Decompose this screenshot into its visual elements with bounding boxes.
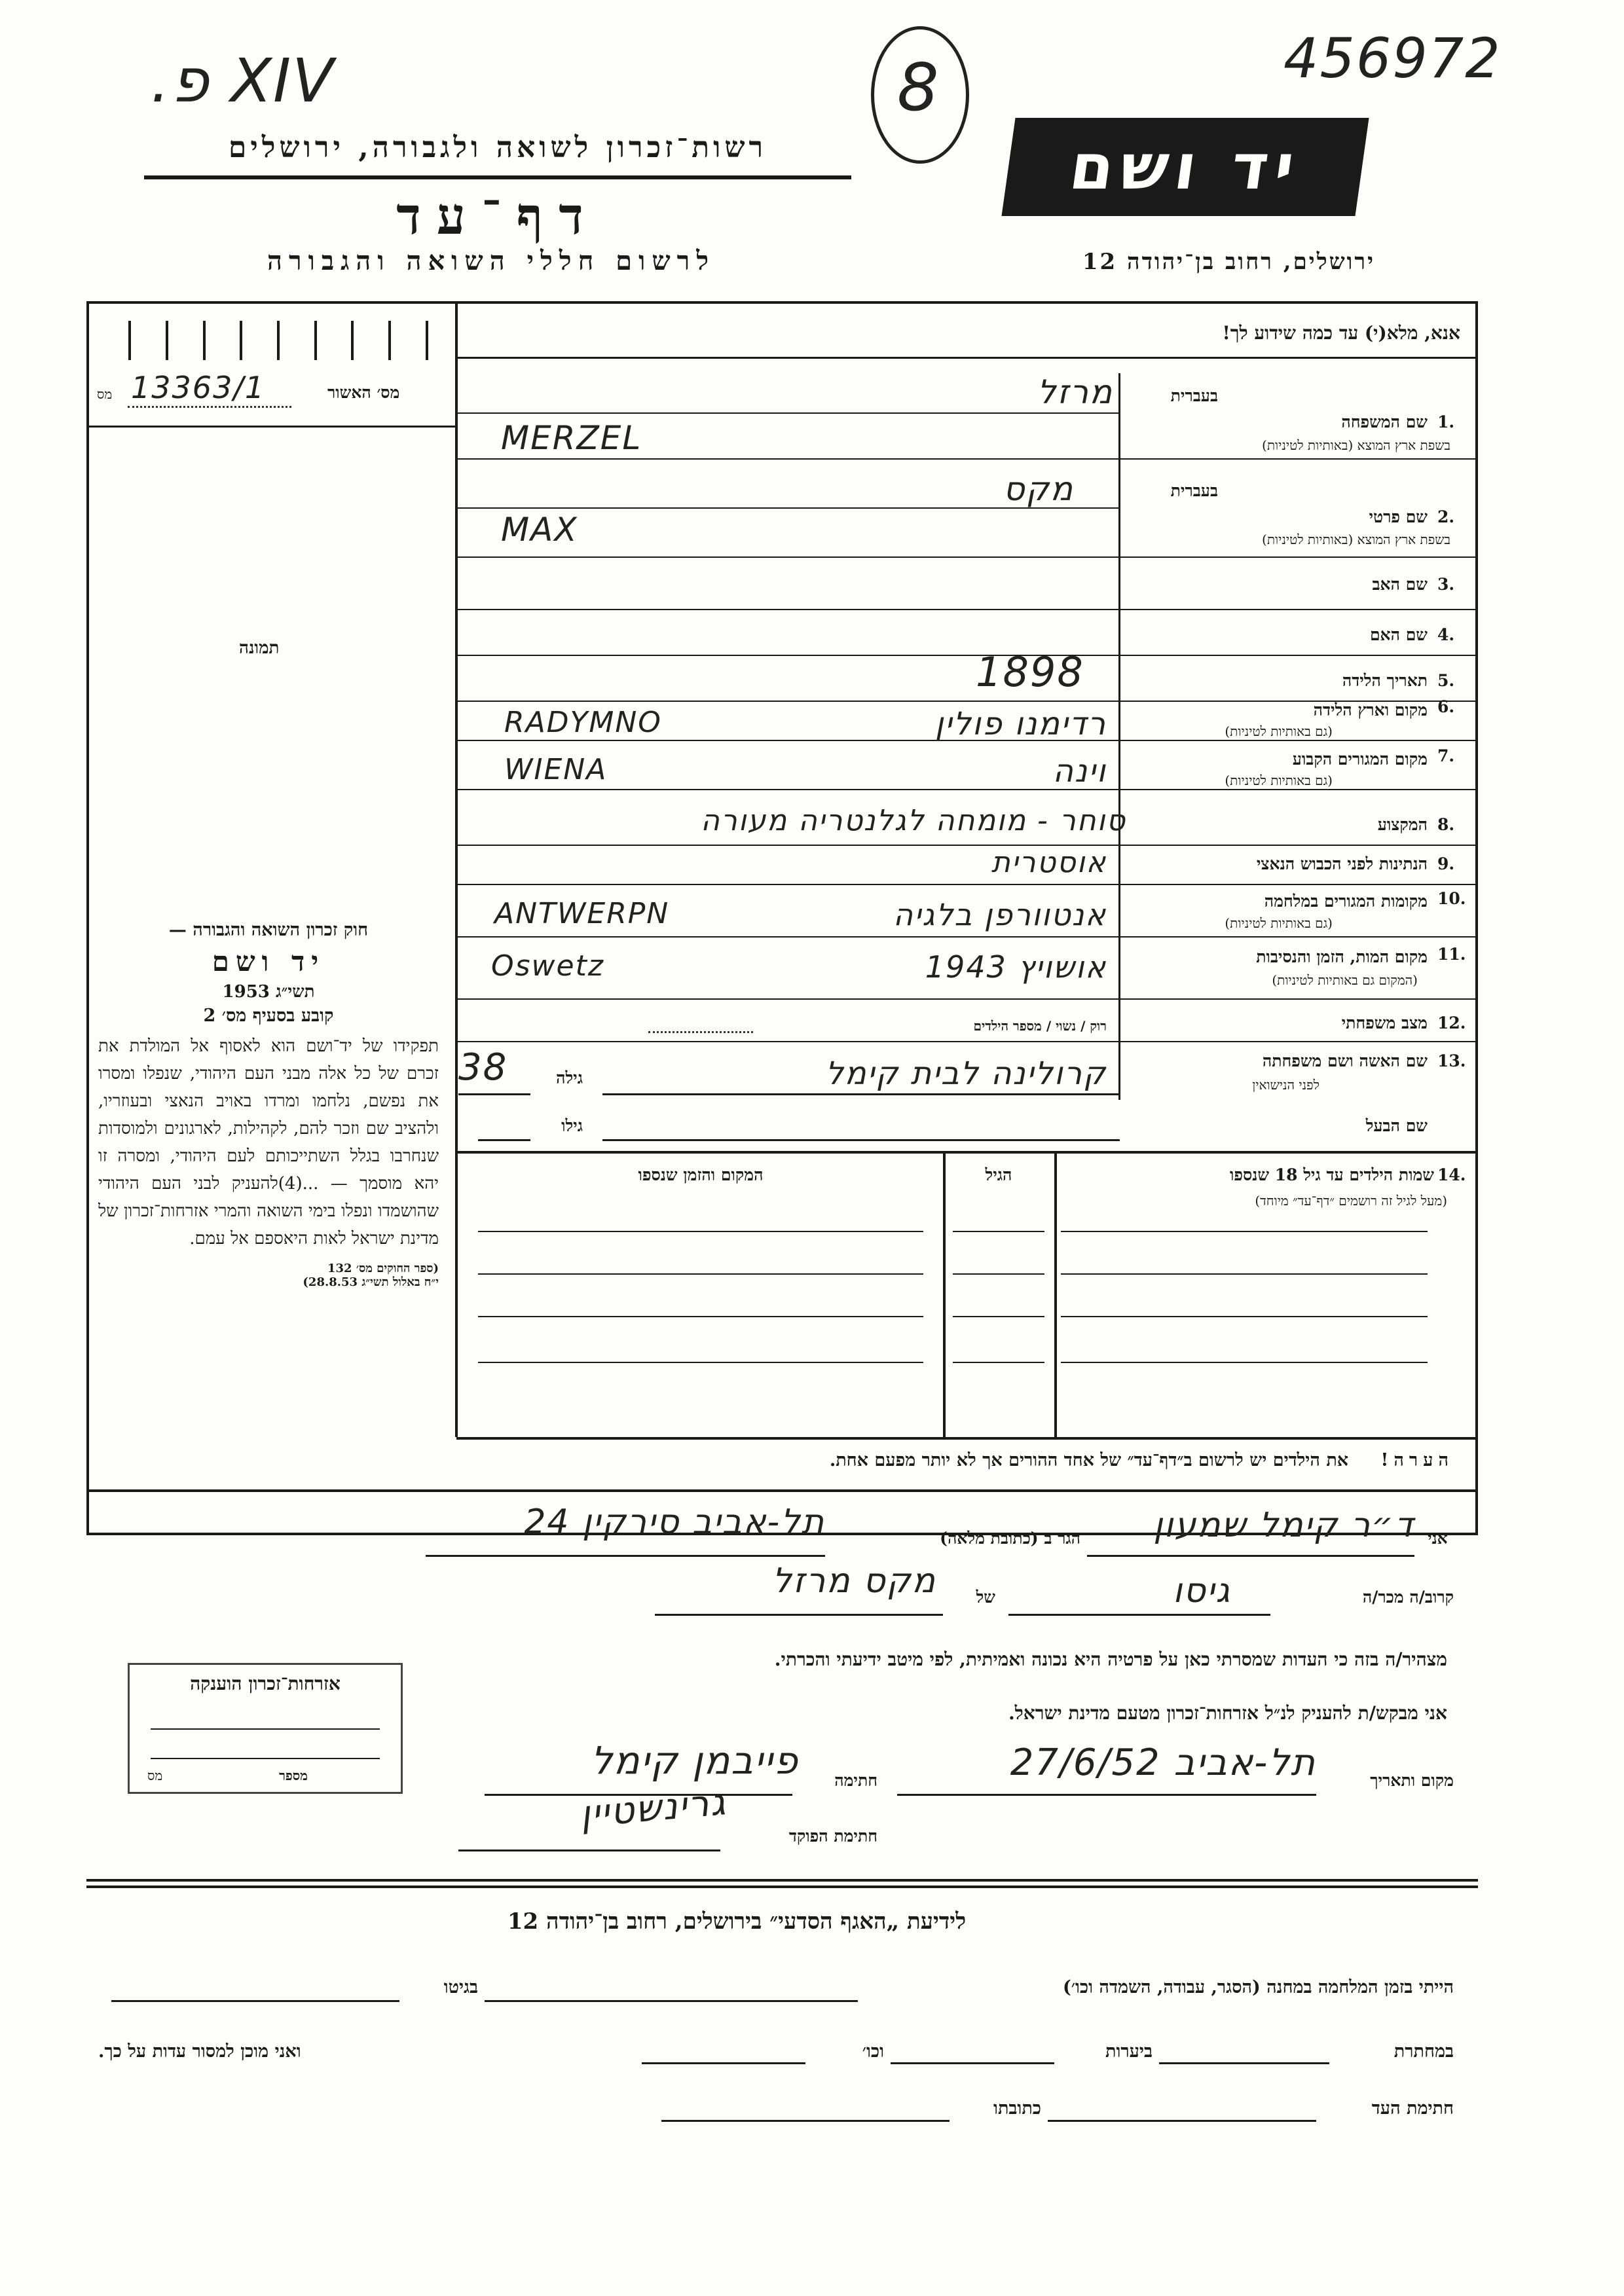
field-6-sub: (גם באותיות לטיניות) [1225,723,1333,739]
field-9-value: אוסטרית [991,846,1107,879]
declarant-resident-label: הגר ב (כתובת מלאה) [940,1529,1080,1548]
stamp-title: אזרחות־זכרון הוענקה [190,1673,341,1694]
footer-rule-2 [86,1886,1478,1888]
field-5-value: 1898 [976,648,1084,696]
law-ref-1: (ספר החוקים מס׳ 132 [327,1262,439,1275]
field-10-sub: (גם באותיות לטיניות) [1225,915,1333,931]
field-7-latin-value: WIENA [504,753,608,786]
authority-name: רשות־זכרון לשואה ולגבורה, ירושלים [228,131,767,164]
place-date-value: תל-אביב 27/6/52 [1010,1741,1316,1784]
field-2-sub-a: בעברית [1170,481,1218,500]
law-title: חוק זכרון השואה והגבורה — [168,920,369,940]
field-2-number: 2. [1437,507,1455,526]
children-title: שמות הילדים עד גיל 18 שנספו [1229,1165,1434,1184]
field-1-latin-value: MERZEL [501,419,642,457]
field-11-title: מקום המות, הזמן והנסיבות [1256,947,1428,966]
field-1-hebrew-value: מרזל [1037,373,1113,411]
field-6-title: מקום וארץ הלידה [1313,701,1428,720]
declarant-address: תל-אביב סירקין 24 [524,1503,825,1542]
field-6-hebrew-value: רדימנו פולין [934,706,1107,742]
document-number: 456972 [1283,26,1502,90]
law-name: יד ושם [212,945,325,977]
field-8-title: המקצוע [1377,815,1428,834]
form-subtitle: לרשום חללי השואה והגבורה [267,246,716,276]
law-ref-2: י״ח באלול תשי״ג 28.8.53) [303,1275,439,1289]
intro-instruction: אנא, מלא(י) עד כמה שידוע לך! [1222,322,1460,344]
officer-signature: גרינשטיין [578,1781,728,1836]
certificate-label: מס׳ האשור [327,383,400,402]
signature-label: חתימה [834,1771,877,1790]
field-1-sub-b: בשפת ארץ המוצא (באותיות לטיניות) [1262,437,1450,453]
field-13-age: 38 [458,1046,508,1089]
field-13-value: קרולינה לבית קימל [825,1055,1107,1092]
field-9-title: הנתינות לפני הכבוש הנאצי [1256,854,1428,873]
field-10-title: מקומות המגורים במלחמה [1264,892,1428,911]
field-13-title: שם האשה ושם משפחתה [1262,1051,1428,1070]
field-9-number: 9. [1437,854,1455,873]
field-11-hebrew-value: אושויץ 1943 [925,949,1107,985]
file-mark: XIV פ. [151,46,335,116]
field-6-latin-value: RADYMNO [504,706,662,739]
field-1-number: 1. [1437,412,1455,431]
certificate-no-mark: מס [97,386,113,402]
photo-label: תמונה [239,638,280,658]
logo-text: יד ושם [1065,130,1306,204]
page-number: 8 [897,49,940,126]
children-number: 14. [1437,1165,1466,1184]
label-column-divider [1118,373,1120,1100]
field-4-number: 4. [1437,625,1455,644]
signature-value: פייבמן קימל [591,1738,799,1783]
children-col-place: המקום והזמן שנספו [638,1165,764,1184]
field-2-hebrew-value: מקס [1003,470,1074,508]
field-3-title: שם האב [1372,575,1428,594]
footer-line-3-a: חתימת העד [1371,2098,1454,2119]
field-10-latin-value: ANTWERPN [494,897,670,930]
husband-title: שם הבעל [1365,1116,1428,1135]
field-4-title: שם האם [1369,625,1428,644]
footer-line-3-b: כתובתו [993,2098,1041,2119]
note-text: את הילדים יש לרשום ב״דף־עד״ של אחד ההורים אך לא יותר מפעם אחת. [829,1450,1349,1470]
field-1-title: שם המשפחה [1341,412,1428,431]
children-col-age: הגיל [985,1165,1012,1184]
children-sub: (מעל לגיל זה רושמים ״דף־עד״ מיוחד) [1255,1193,1447,1209]
footer-line-2-end: ואני מוכן למסור עדות על כך. [98,2041,301,2062]
footer-title: לידיעת „האגף הסדעי״ בירושלים, רחוב בן־יהודה 12 [507,1908,967,1935]
field-1-sub-a: בעברית [1170,386,1218,405]
children-col-divider-b [1054,1151,1057,1437]
field-2-title: שם פרטי [1369,507,1428,526]
footer-line-2-a: במחתרת [1393,2041,1454,2062]
field-13-number: 13. [1437,1051,1466,1070]
field-5-title: תאריך הלידה [1342,671,1428,690]
field-10-hebrew-value: אנטוורפן בלגיה [893,897,1107,932]
field-11-latin-value: Oswetz [491,949,604,983]
request-text: אני מבקש/ת להעניק לנ״ל אזרחות־זכרון מטעם מדינת ישראל. [1008,1702,1447,1724]
field-7-hebrew-value: וינה [1052,753,1107,790]
law-year: תשי״ג 1953 [222,982,315,1002]
field-7-title: מקום המגורים הקבוע [1292,750,1428,769]
header-address: ירושלים, רחוב בן־יהודה 12 [1082,249,1375,275]
place-date-label: מקום ותאריך [1370,1771,1454,1790]
form-title: דף־עד [396,187,599,246]
footer-line-2-c: וכו׳ [862,2041,884,2062]
field-10-number: 10. [1437,889,1466,908]
officer-signature-label: חתימת הפוקד [788,1827,877,1846]
stamp-number-label: מספר [279,1768,308,1783]
declarant-of-name: מקס מרזל [772,1561,936,1601]
field-12-hint: רוק / נשוי / מספר הילדים [973,1018,1107,1034]
field-2-sub-b: בשפת ארץ המוצא (באותיות לטיניות) [1262,532,1450,547]
footer-line-1-end: בגיטו [443,1977,478,1997]
footer-rule-1 [86,1879,1478,1882]
yad-vashem-logo [1001,118,1369,216]
children-col-divider-a [943,1151,946,1437]
field-11-sub: (המקום גם באותיות לטיניות) [1272,972,1418,988]
declarant-relation: גיסו [1173,1571,1231,1611]
declarant-ani: אני [1428,1529,1448,1548]
law-body: תפקידו של יד־ושם הוא לאסוף אל המולדת את זכרם של כל אלה מבני העם היהודי, שנפלו ומסרו את נפשם, נלחמו ומרדו באויב הנאצי ובעוזריו, ולהציב שם וזכר להם, לקהילות, לארגונים ולמוסדות שנחרבו בגלל השתייכותם לעם היהודי, ומסרה זו יהא מוסמך — ...(4)להעניק לבני העם היהודי שהושמדו ונפלו בימי השואה והמרי אזרחות־זכרון של מדינת ישראל לאות היאספם אל עמם. [98,1036,439,1248]
footer-line-2-b: ביערות [1105,2041,1153,2062]
field-13-sub: לפני הנישואין [1252,1077,1320,1093]
field-11-number: 11. [1437,945,1466,964]
certificate-number: 13363/1 [131,370,266,405]
law-clause: קובע בסעיף מס׳ 2 [203,1006,334,1026]
footer-line-1: הייתי בזמן המלחמה במחנה (הסגר, עבודה, השמדה וכו׳) [1063,1977,1454,1997]
field-13-age-label: גילה [556,1068,583,1087]
declarant-name: ד״ר קימל שמעון [1153,1506,1414,1545]
field-3-number: 3. [1437,575,1455,594]
header-rule [144,175,851,179]
field-8-number: 8. [1437,815,1455,834]
declaration-text: מצהיר/ה בזה כי העדות שמסרתי כאן על פרטיה היא נכונה ואמיתית, לפי מיטב ידיעתי והכרתי. [774,1649,1447,1670]
declarant-relative-label: קרוב/ה מכר/ה [1362,1588,1454,1607]
note-row [471,1450,1454,1470]
note-label: הערה! [1380,1450,1454,1470]
field-7-number: 7. [1437,746,1455,765]
husband-age-label: גילו [561,1116,583,1135]
law-block [98,920,439,1289]
field-6-number: 6. [1437,697,1455,716]
field-5-number: 5. [1437,671,1455,690]
field-12-title: מצב משפחתי [1341,1013,1428,1032]
field-8-value: סוחר - מומחה לגלנטריה מעורה [701,804,1126,837]
stamp-no-mark: מס [147,1768,163,1783]
field-12-number: 12. [1437,1013,1466,1032]
left-column-divider [455,301,458,1437]
declarant-of-label: של [976,1588,995,1607]
field-7-sub: (גם באותיות לטיניות) [1225,773,1333,788]
certificate-ticks [111,321,445,360]
field-2-latin-value: MAX [501,511,578,549]
